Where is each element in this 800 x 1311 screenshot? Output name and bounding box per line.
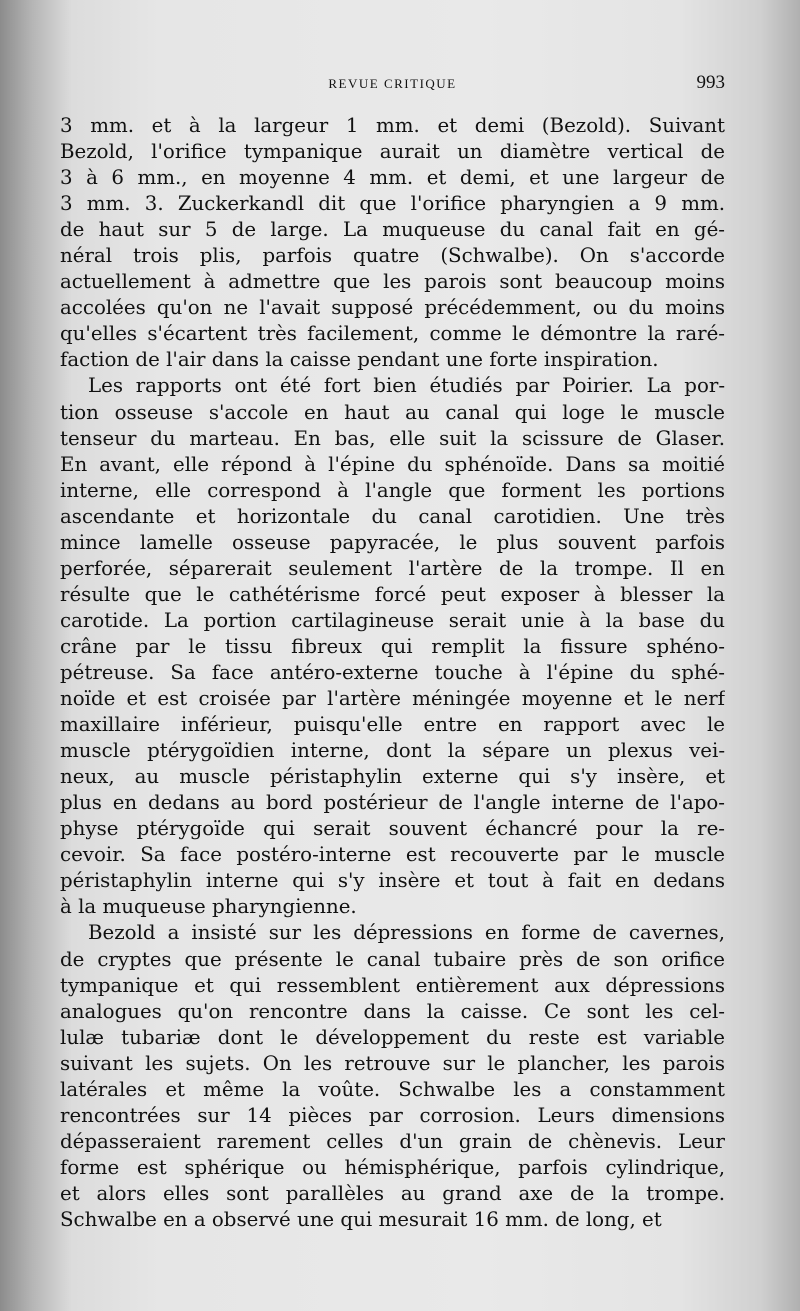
body-text (60, 113, 725, 1233)
text-line: tympanique et qui ressemblent entièrement aux dépressions (60, 973, 725, 997)
text-line: ascendante et horizontale du canal carotidien. Une très (60, 504, 725, 528)
text-line: à la muqueuse pharyngienne. (60, 895, 357, 919)
text-line: tenseur du marteau. En bas, elle suit la scissure de Glaser. (60, 426, 725, 450)
text-line: et alors elles sont parallèles au grand axe de la trompe. (60, 1181, 725, 1205)
text-line: muscle ptérygoïdien interne, dont la sépare un plexus vei- (60, 739, 725, 763)
text-line: physe ptérygoïde qui serait souvent échancré pour la re- (60, 817, 725, 841)
text-line: tion osseuse s'accole en haut au canal qui loge le muscle (60, 400, 725, 424)
text-line: qu'elles s'écartent très facilement, comme le démontre la raré- (60, 322, 725, 346)
text-line: Les rapports ont été fort bien étudiés par Poirier. La por- (88, 374, 725, 398)
page-number: 993 (696, 72, 725, 93)
text-line: interne, elle correspond à l'angle que forment les portions (60, 478, 725, 502)
text-line: Bezold, l'orifice tympanique aurait un diamètre vertical de (60, 140, 725, 164)
text-line: analogues qu'on rencontre dans la caisse. Ce sont les cel- (60, 999, 725, 1023)
text-line: faction de l'air dans la caisse pendant une forte inspiration. (60, 348, 659, 372)
running-title: REVUE CRITIQUE (328, 76, 457, 91)
text-line: 3 mm. 3. Zuckerkandl dit que l'orifice pharyngien a 9 mm. (60, 192, 725, 216)
text-line: de cryptes que présente le canal tubaire près de son orifice (60, 947, 725, 971)
text-line: suivant les sujets. On les retrouve sur le plancher, les parois (60, 1051, 725, 1075)
text-line: forme est sphérique ou hémisphérique, parfois cylindrique, (60, 1155, 725, 1179)
text-line: neux, au muscle péristaphylin externe qui s'y insère, et (60, 765, 725, 789)
page-header (60, 72, 725, 100)
text-line: noïde et est croisée par l'artère méningée moyenne et le nerf (60, 687, 725, 711)
text-line: carotide. La portion cartilagineuse serait unie à la base du (60, 608, 725, 632)
text-line: néral trois plis, parfois quatre (Schwalbe). On s'accorde (60, 244, 725, 268)
text-line: lulæ tubariæ dont le développement du reste est variable (60, 1025, 725, 1049)
text-line: rencontrées sur 14 pièces par corrosion. Leurs dimensions (60, 1103, 725, 1127)
text-line: Bezold a insisté sur les dépressions en forme de cavernes, (88, 921, 725, 945)
text-line: résulte que le cathétérisme forcé peut exposer à blesser la (60, 582, 725, 606)
text-line: latérales et même la voûte. Schwalbe les a constamment (60, 1077, 725, 1101)
text-line: cevoir. Sa face postéro-interne est recouverte par le muscle (60, 843, 725, 867)
text-line: mince lamelle osseuse papyracée, le plus souvent parfois (60, 530, 725, 554)
text-line: plus en dedans au bord postérieur de l'angle interne de l'apo- (60, 791, 725, 815)
text-line: perforée, séparerait seulement l'artère de la trompe. Il en (60, 556, 725, 580)
text-line: de haut sur 5 de large. La muqueuse du canal fait en gé- (60, 218, 725, 242)
text-line: dépasseraient rarement celles d'un grain de chènevis. Leur (60, 1129, 725, 1153)
text-line: En avant, elle répond à l'épine du sphénoïde. Dans sa moitié (60, 452, 725, 476)
text-line: accolées qu'on ne l'avait supposé précédemment, ou du moins (60, 296, 725, 320)
text-line: Schwalbe en a observé une qui mesurait 16 mm. de long, et (60, 1207, 662, 1231)
text-line: actuellement à admettre que les parois sont beaucoup moins (60, 270, 725, 294)
text-line: crâne par le tissu fibreux qui remplit la fissure sphéno- (60, 634, 725, 658)
text-line: pétreuse. Sa face antéro-externe touche à l'épine du sphé- (60, 660, 725, 684)
text-line: péristaphylin interne qui s'y insère et tout à fait en dedans (60, 869, 725, 893)
text-line: 3 mm. et à la largeur 1 mm. et demi (Bezold). Suivant (60, 114, 725, 137)
text-line: maxillaire inférieur, puisqu'elle entre en rapport avec le (60, 713, 725, 737)
text-line: 3 à 6 mm., en moyenne 4 mm. et demi, et une largeur de (60, 166, 725, 190)
